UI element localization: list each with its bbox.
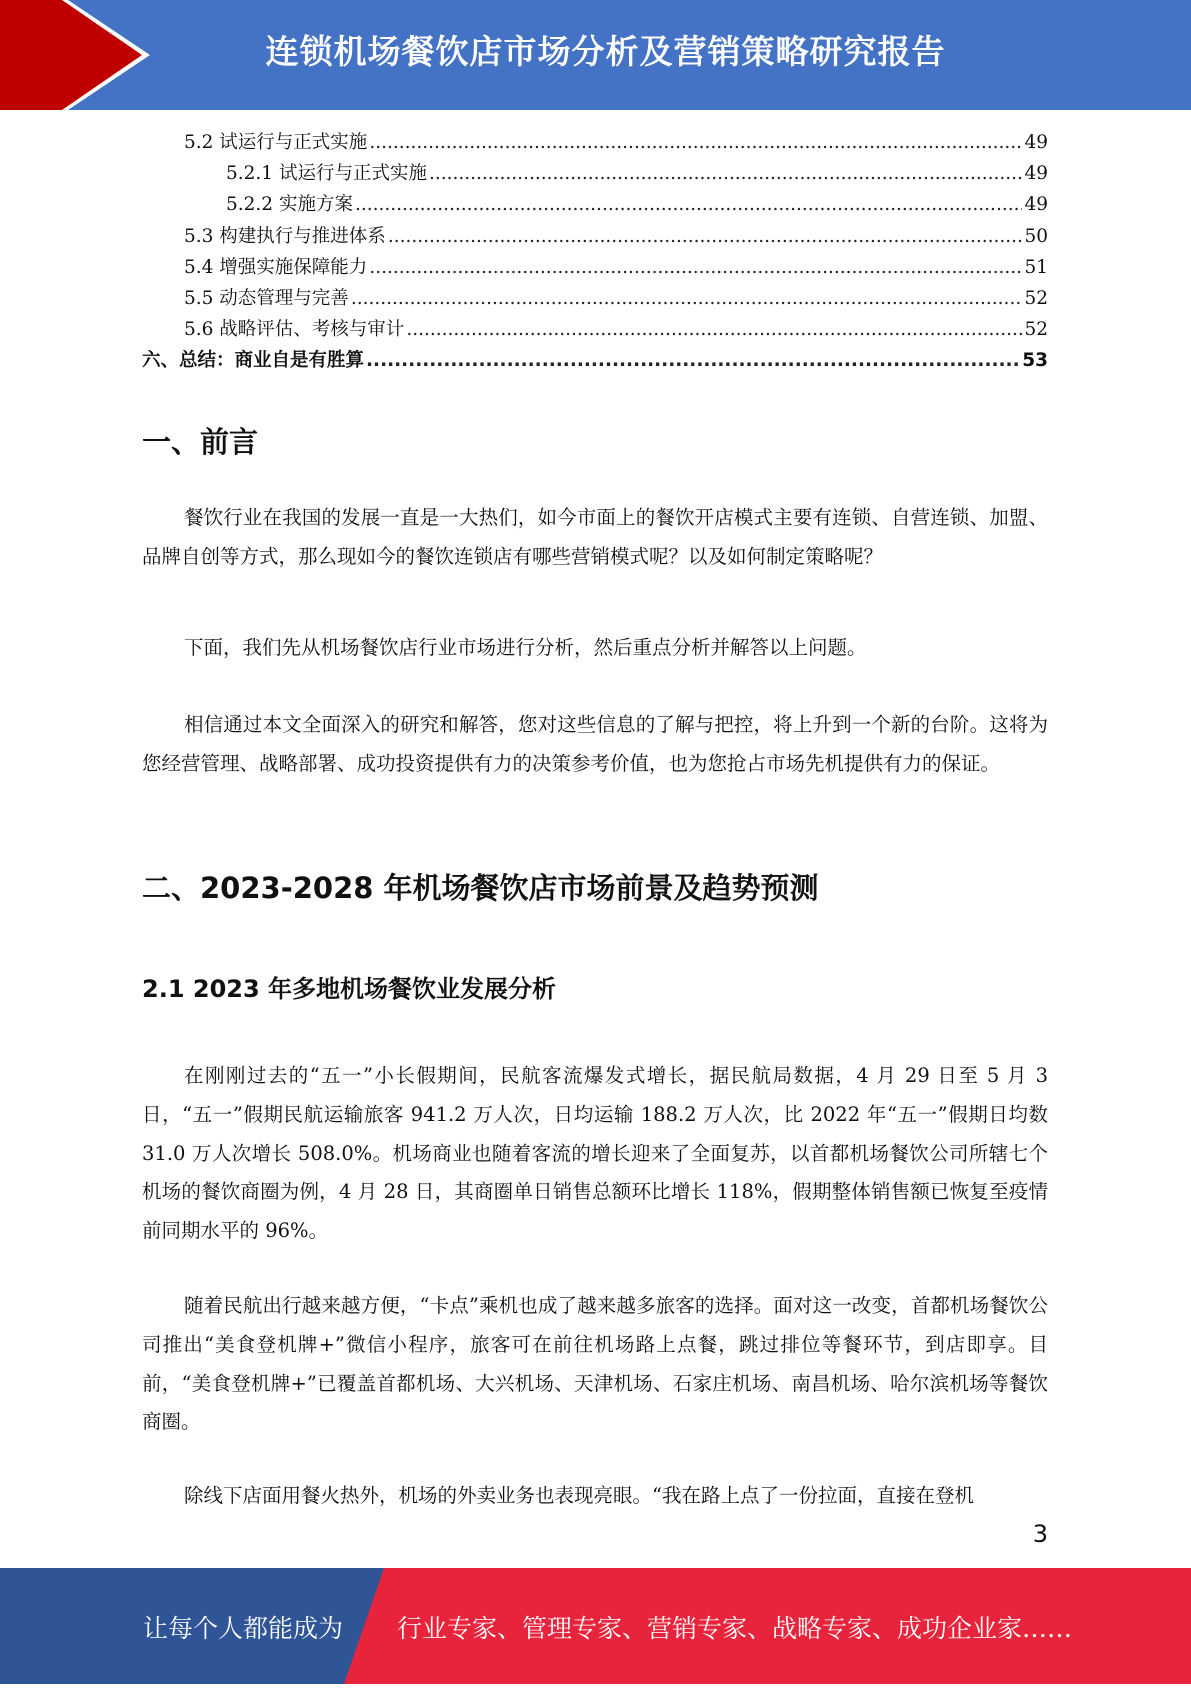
toc-entry-page: 50 (1024, 225, 1048, 247)
toc-entry-label: 5.2.1 试运行与正式实施 (226, 163, 427, 185)
toc-leader-dots (388, 226, 1023, 247)
toc-entry-label: 5.5 动态管理与完善 (184, 287, 349, 309)
toc-entry-label: 5.3 构建执行与推进体系 (184, 225, 386, 247)
toc-entry-label: 5.6 战略评估、考核与审计 (184, 319, 405, 341)
toc-entry[interactable] (142, 190, 1048, 221)
toc-entry[interactable] (142, 315, 1048, 346)
toc-leader-dots (406, 319, 1022, 340)
toc-entry-label: 5.2.2 实施方案 (226, 194, 353, 216)
toc-leader-dots (429, 163, 1022, 184)
toc-leader-dots (351, 288, 1023, 309)
toc-entry-label: 5.4 增强实施保障能力 (184, 256, 368, 278)
paragraph: 相信通过本文全面深入的研究和解答，您对这些信息的了解与把控，将上升到一个新的台阶。这将为您经营管理、战略部署、成功投资提供有力的决策参考价值，也为您抢占市场先机提供有力的保证。 (142, 713, 1048, 775)
toc-entry-page: 51 (1024, 256, 1048, 278)
paragraph: 除线下店面用餐火热外，机场的外卖业务也表现亮眼。“我在路上点了一份拉面，直接在登机 (184, 1484, 974, 1507)
report-title: 连锁机场餐饮店市场分析及营销策略研究报告 (265, 32, 946, 71)
toc-entry-page: 52 (1024, 319, 1048, 341)
footer-slogan-right: 行业专家、管理专家、营销专家、战略专家、成功企业家…… (397, 1614, 1073, 1643)
paragraph: 餐饮行业在我国的发展一直是一大热们，如今市面上的餐饮开店模式主要有连锁、自营连锁、加盟、品牌自创等方式，那么现如今的餐饮连锁店有哪些营销模式呢？以及如何制定策略呢？ (142, 506, 1048, 568)
footer-slogan-left: 让每个人都能成为 (143, 1614, 344, 1643)
toc-entry-page: 49 (1024, 163, 1048, 185)
toc-entry[interactable] (142, 128, 1048, 159)
toc-leader-dots (355, 194, 1023, 215)
toc-entry[interactable] (142, 346, 1048, 377)
toc-entry[interactable] (142, 253, 1048, 284)
toc-leader-dots (366, 350, 1020, 371)
section-heading-preface: 一、前言 (142, 425, 259, 459)
toc-entry-page: 52 (1024, 287, 1048, 309)
paragraph: 在刚刚过去的“五一”小长假期间，民航客流爆发式增长，据民航局数据，4 月 29 日至 5 月 3 日，“五一”假期民航运输旅客 941.2 万人次，日均运输 188.2 万人次，比 2022 年“五一”假期日均数 31.0 万人次增长 508.0%。机场商业也随着客流的增长迎来了全面复苏，以首都机场餐饮公司所辖七个机场的餐饮商圈为例，4 月 28 日，其商圈单日销售总额环比增长 118%，假期整体销售额已恢复至疫情前同期水平的 96%。 (142, 1064, 1048, 1243)
page-footer (0, 1568, 1191, 1684)
table-of-contents (142, 128, 1048, 378)
page-number: 3 (1032, 1520, 1048, 1548)
toc-entry[interactable] (142, 284, 1048, 315)
paragraph: 随着民航出行越来越方便，“卡点”乘机也成了越来越多旅客的选择。面对这一改变，首都机场餐饮公司推出“美食登机牌+”微信小程序，旅客可在前往机场路上点餐，跳过排位等餐环节，到店即享。目前，“美食登机牌+”已覆盖首都机场、大兴机场、天津机场、石家庄机场、南昌机场、哈尔滨机场等餐饮商圈。 (142, 1294, 1048, 1434)
page-header (0, 0, 1191, 110)
paragraph: 下面，我们先从机场餐饮店行业市场进行分析，然后重点分析并解答以上问题。 (184, 636, 867, 659)
toc-entry-label: 5.2 试运行与正式实施 (184, 132, 368, 153)
subsection-heading: 2.1 2023 年多地机场餐饮业发展分析 (142, 975, 557, 1003)
toc-entry-label: 六、总结：商业自是有胜算 (142, 350, 365, 372)
toc-entry-page: 49 (1024, 194, 1048, 216)
toc-entry[interactable] (142, 159, 1048, 190)
toc-entry-page: 53 (1022, 350, 1048, 372)
toc-entry[interactable] (142, 222, 1048, 253)
toc-leader-dots (369, 132, 1022, 153)
toc-entry-page: 49 (1024, 132, 1048, 153)
section-heading-forecast: 二、2023-2028 年机场餐饮店市场前景及趋势预测 (142, 871, 819, 905)
toc-leader-dots (369, 257, 1022, 278)
